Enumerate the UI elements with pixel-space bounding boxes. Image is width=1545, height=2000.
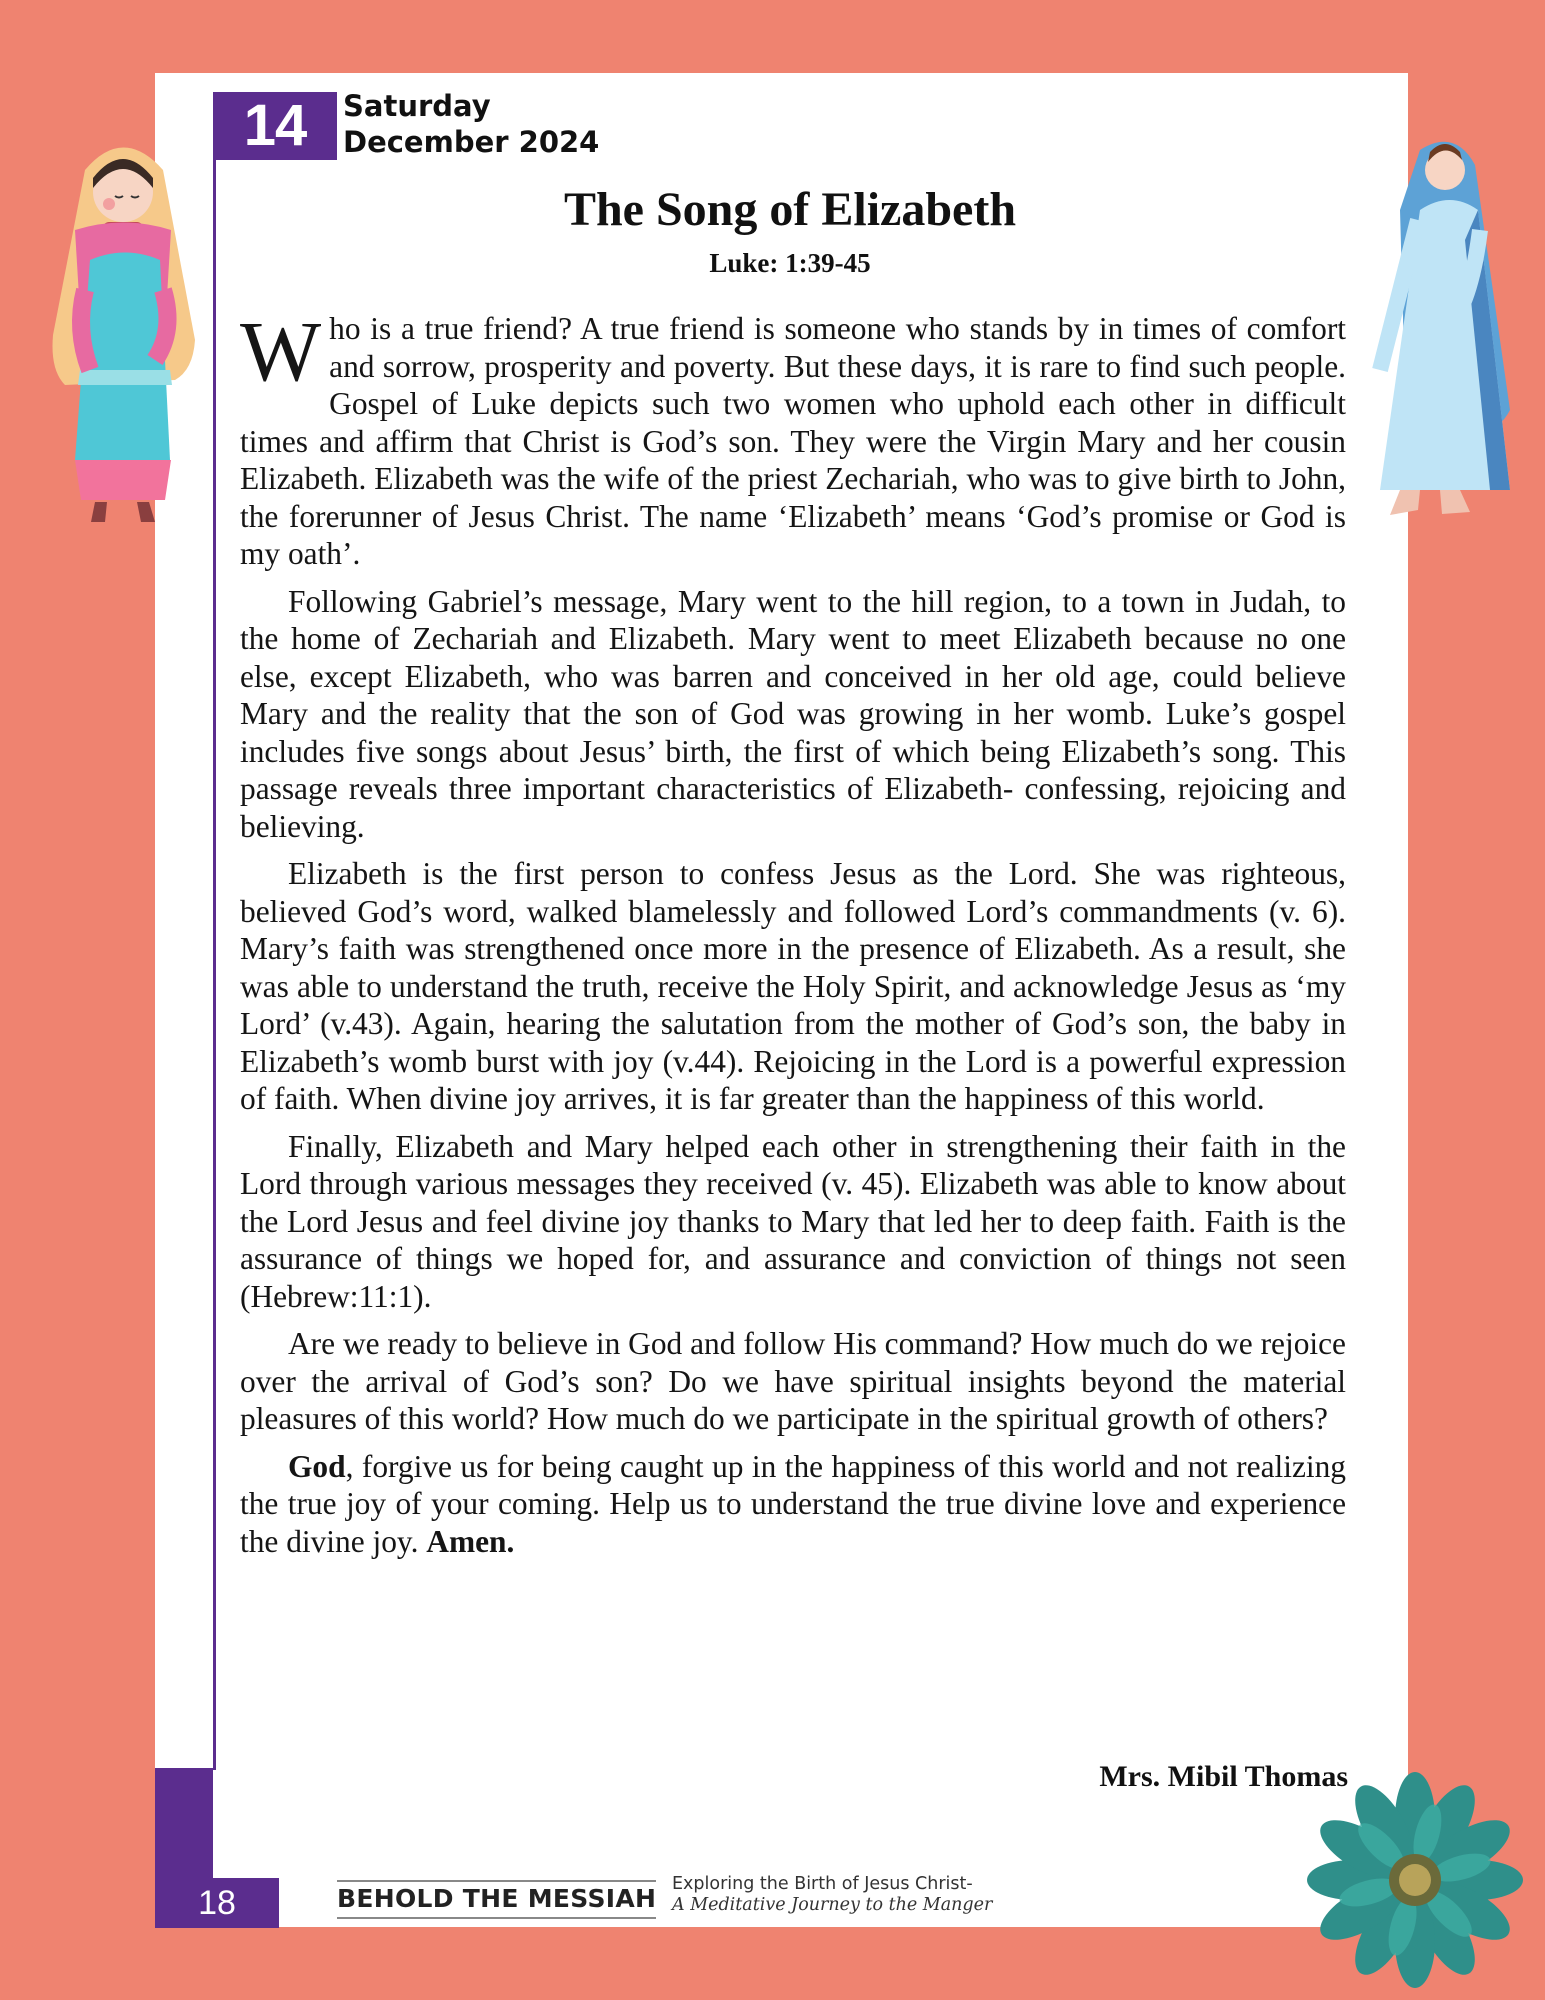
vertical-rule [213,157,216,1770]
paragraph-5: Are we ready to believe in God and follow His command? How much do we rejoice over the arrival of God’s son? Do we have spiritual insights beyond the material pleasures of this world? How much do we participate in the spiritual growth of others? [240,1326,1346,1436]
date-text [343,88,599,160]
prayer: God, forgive us for being caught up in the happiness of this world and not realizing the true joy of your coming. Help us to understand the true divine love and experience the divine joy. Amen. [240,1448,1346,1559]
weekday: Saturday [343,89,491,123]
author-name: Mrs. Mibil Thomas [1099,1760,1348,1793]
article-body [240,303,1346,1570]
elizabeth-figure-illustration [45,130,205,550]
teal-flower-illustration [1305,1770,1525,1990]
publication-title: BEHOLD THE MESSIAH [337,1880,656,1919]
date-number: 14 [213,92,337,160]
publication-tagline: Exploring the Birth of Jesus Christ- A Meditative Journey to the Manger [672,1874,993,1915]
paragraph-4: Finally, Elizabeth and Mary helped each other in strengthening their faith in the Lord through various messages they received (v. 45). Elizabeth was able to know about the Lord Jesus and feel divine joy thanks to Mary that led her to deep faith. Faith is the assurance of things we hoped for, and assurance and conviction of things not seen (Hebrew:11:1). [240,1128,1346,1314]
month-year: December 2024 [343,125,600,159]
paragraph-2: Following Gabriel’s message, Mary went to the hill region, to a town in Judah, to the home of Zechariah and Elizabeth. Mary went to meet Elizabeth because no one else, except Elizabeth, who was barren and conceived in her old age, could believe Mary and the reality that the son of God was growing in her womb. Luke’s gospel includes five songs about Jesus’ birth, the first of which being Elizabeth’s song. This passage reveals three important characteristics of Elizabeth- confessing, rejoicing and believing. [240,583,1346,844]
drop-cap: W [240,303,322,399]
article-title: The Song of Elizabeth [563,183,1017,236]
page-number: 18 [155,1878,279,1928]
paragraph-3: Elizabeth is the first person to confess Jesus as the Lord. She was righteous, believed God’s word, walked blamelessly and followed Lord’s commandments (v. 6). Mary’s faith was strengthened once more in the presence of Elizabeth. As a result, she was able to understand the truth, receive the Holy Spirit, and acknowledge Jesus as ‘my Lord’ (v.43). Again, hearing the salutation from the mother of God’s son, the baby in Elizabeth’s womb burst with joy (v.44). Rejoicing in the Lord is a powerful expression of faith. When divine joy arrives, it is far greater than the happiness of this world. [240,856,1346,1116]
paragraph-1: Who is a true friend? A true friend is someone who stands by in times of comfort and sorrow, prosperity and poverty. But these days, it is rare to find such people. Gospel of Luke depicts such two women who uphold each other in difficult times and affirm that Christ is God’s son. They were the Virgin Mary and her cousin Elizabeth. Elizabeth was the wife of the priest Zechariah, who was to give birth to John, the forerunner of Jesus Christ. The name ‘Elizabeth’ means ‘God’s promise or God is my oath’. [240,303,1346,571]
scripture-reference: Luke: 1:39-45 [709,248,871,278]
mary-figure-illustration [1360,130,1520,550]
